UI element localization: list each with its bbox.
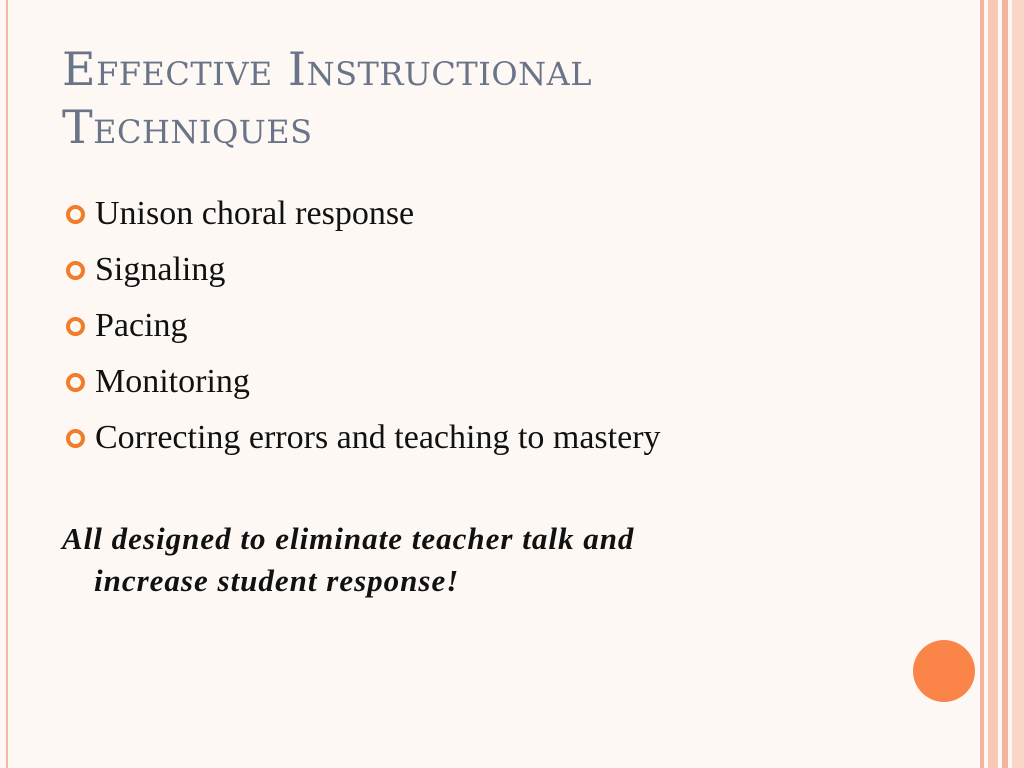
slide-title-line-1: Effective Instructional — [62, 42, 592, 96]
bullet-list — [66, 186, 946, 466]
bullet-item — [66, 298, 946, 354]
emphasis-note — [62, 518, 862, 602]
right-stripe — [980, 0, 984, 768]
bullet-item — [66, 242, 946, 298]
orange-ring-bullet-icon — [66, 261, 85, 280]
bullet-text: Correcting errors and teaching to mastery — [95, 419, 661, 456]
left-border-line — [6, 0, 8, 768]
orange-ring-bullet-icon — [66, 205, 85, 224]
bullet-text: Signaling — [95, 251, 226, 288]
bullet-item — [66, 410, 946, 466]
orange-ring-bullet-icon — [66, 373, 85, 392]
orange-circle-decoration — [913, 640, 975, 702]
bullet-text: Unison choral response — [95, 195, 415, 232]
bullet-item — [66, 186, 946, 242]
orange-ring-bullet-icon — [66, 317, 85, 336]
bullet-item — [66, 354, 946, 410]
slide-title-line-2: Techniques — [62, 100, 313, 154]
right-stripe — [1002, 0, 1008, 768]
right-stripe — [1012, 0, 1024, 768]
emphasis-note-line-1: All designed to eliminate teacher talk and — [62, 521, 635, 556]
right-stripe — [988, 0, 998, 768]
orange-ring-bullet-icon — [66, 429, 85, 448]
emphasis-note-line-2: increase student response! — [94, 563, 460, 598]
bullet-text: Monitoring — [95, 363, 250, 400]
bullet-text: Pacing — [95, 307, 188, 344]
slide-title — [62, 40, 942, 156]
